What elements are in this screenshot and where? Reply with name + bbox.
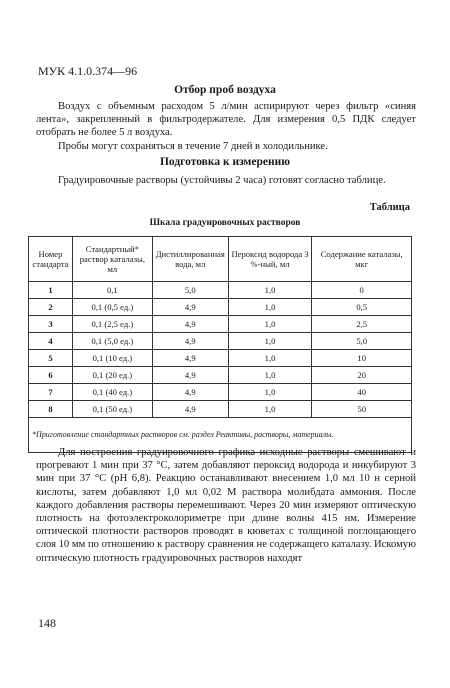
sampling-text <box>36 100 416 153</box>
cell-standard: 0,1 (2,5 ед.) <box>72 316 152 333</box>
cell-standard: 0,1 <box>72 282 152 299</box>
cell-water: 4,9 <box>152 333 228 350</box>
cell-water: 4,9 <box>152 384 228 401</box>
table-label: Таблица <box>369 202 410 213</box>
table-row <box>29 367 412 384</box>
cell-number: 2 <box>29 299 73 316</box>
table-row <box>29 316 412 333</box>
cell-content: 0,5 <box>312 299 412 316</box>
table-header-row <box>29 237 412 282</box>
cell-water: 4,9 <box>152 316 228 333</box>
cell-number: 8 <box>29 401 73 418</box>
cell-peroxide: 1,0 <box>228 384 312 401</box>
sampling-paragraph-1: Воздух с объемным расходом 5 л/мин аспирируют через фильтр «синяя лента», закрепленный в фильтродержателе. Для измерения 0,5 ПДК следует отобрать не более 5 л воздуха. <box>36 101 416 139</box>
cell-content: 40 <box>312 384 412 401</box>
cell-content: 50 <box>312 401 412 418</box>
cell-peroxide: 1,0 <box>228 401 312 418</box>
cell-peroxide: 1,0 <box>228 350 312 367</box>
measurement-paragraph: Для построения градуировочного графика исходные растворы смешивают и прогревают 1 мин при 37 °С, затем добавляют пероксид водорода и инкубируют 3 мин при 37 °С (рН 6,8). Реакцию останавливают внесением 1,0 мл 10 н серной кислоты, затем добавляют 1,0 мл 0,02 М раствора молибдата аммония. После каждого добавления растворы перемешивают. Через 20 мин измеряют оптическую плотность на фотоэлектроколориметре при длине волны 415 нм. Измерение оптической плотности растворов проводят в кюветах с толщиной поглощающего слоя 10 мм по отношению к раствору сравнения не содержащего каталазу. Искомую оптическую плотность градуировочных растворов находят <box>36 447 416 564</box>
measurement-text <box>36 446 416 565</box>
cell-water: 4,9 <box>152 299 228 316</box>
cell-content: 0 <box>312 282 412 299</box>
cell-peroxide: 1,0 <box>228 282 312 299</box>
cell-water: 4,9 <box>152 401 228 418</box>
sampling-title: Отбор проб воздуха <box>174 84 276 96</box>
cell-peroxide: 1,0 <box>228 333 312 350</box>
cell-content: 20 <box>312 367 412 384</box>
cell-standard: 0,1 (20 ед.) <box>72 367 152 384</box>
preparation-title: Подготовка к измерению <box>159 156 291 168</box>
cell-standard: 0,1 (10 ед.) <box>72 350 152 367</box>
calibration-table <box>28 236 412 453</box>
table-row <box>29 384 412 401</box>
sampling-paragraph-2: Пробы могут сохраняться в течение 7 дней в холодильнике. <box>58 140 328 152</box>
cell-water: 5,0 <box>152 282 228 299</box>
table-footnote: *Приготовление стандартных растворов см. раздел Реактивы, растворы, материалы. <box>29 418 412 453</box>
cell-water: 4,9 <box>152 367 228 384</box>
doc-code: МУК 4.1.0.374—96 <box>38 64 138 78</box>
preparation-paragraph: Градуировочные растворы (устойчивы 2 часа) готовят согласно таблице. <box>58 175 386 186</box>
cell-water: 4,9 <box>152 350 228 367</box>
table-row <box>29 282 412 299</box>
header-standard-number: Номер стандарта <box>29 237 73 282</box>
preparation-text <box>36 174 416 187</box>
cell-peroxide: 1,0 <box>228 316 312 333</box>
header-hydrogen-peroxide: Пероксид водорода 3 %-ный, мл <box>228 237 312 282</box>
cell-standard: 0,1 (0,5 ед.) <box>72 299 152 316</box>
cell-number: 1 <box>29 282 73 299</box>
cell-content: 10 <box>312 350 412 367</box>
header-catalase-content: Содержание каталазы, мкг <box>312 237 412 282</box>
cell-number: 4 <box>29 333 73 350</box>
cell-content: 2,5 <box>312 316 412 333</box>
table-row <box>29 401 412 418</box>
page-number: 148 <box>38 616 56 630</box>
cell-number: 7 <box>29 384 73 401</box>
header-distilled-water: Дистиллированная вода, мл <box>152 237 228 282</box>
table-row <box>29 333 412 350</box>
cell-peroxide: 1,0 <box>228 367 312 384</box>
table-row <box>29 350 412 367</box>
table-row <box>29 299 412 316</box>
cell-standard: 0,1 (50 ед.) <box>72 401 152 418</box>
table-caption: Шкала градуировочных растворов <box>149 218 301 228</box>
cell-content: 5,0 <box>312 333 412 350</box>
cell-standard: 0,1 (40 ед.) <box>72 384 152 401</box>
header-standard-solution: Стандартный* раствор каталазы, мл <box>72 237 152 282</box>
cell-number: 6 <box>29 367 73 384</box>
cell-peroxide: 1,0 <box>228 299 312 316</box>
cell-number: 5 <box>29 350 73 367</box>
cell-number: 3 <box>29 316 73 333</box>
cell-standard: 0,1 (5,0 ед.) <box>72 333 152 350</box>
